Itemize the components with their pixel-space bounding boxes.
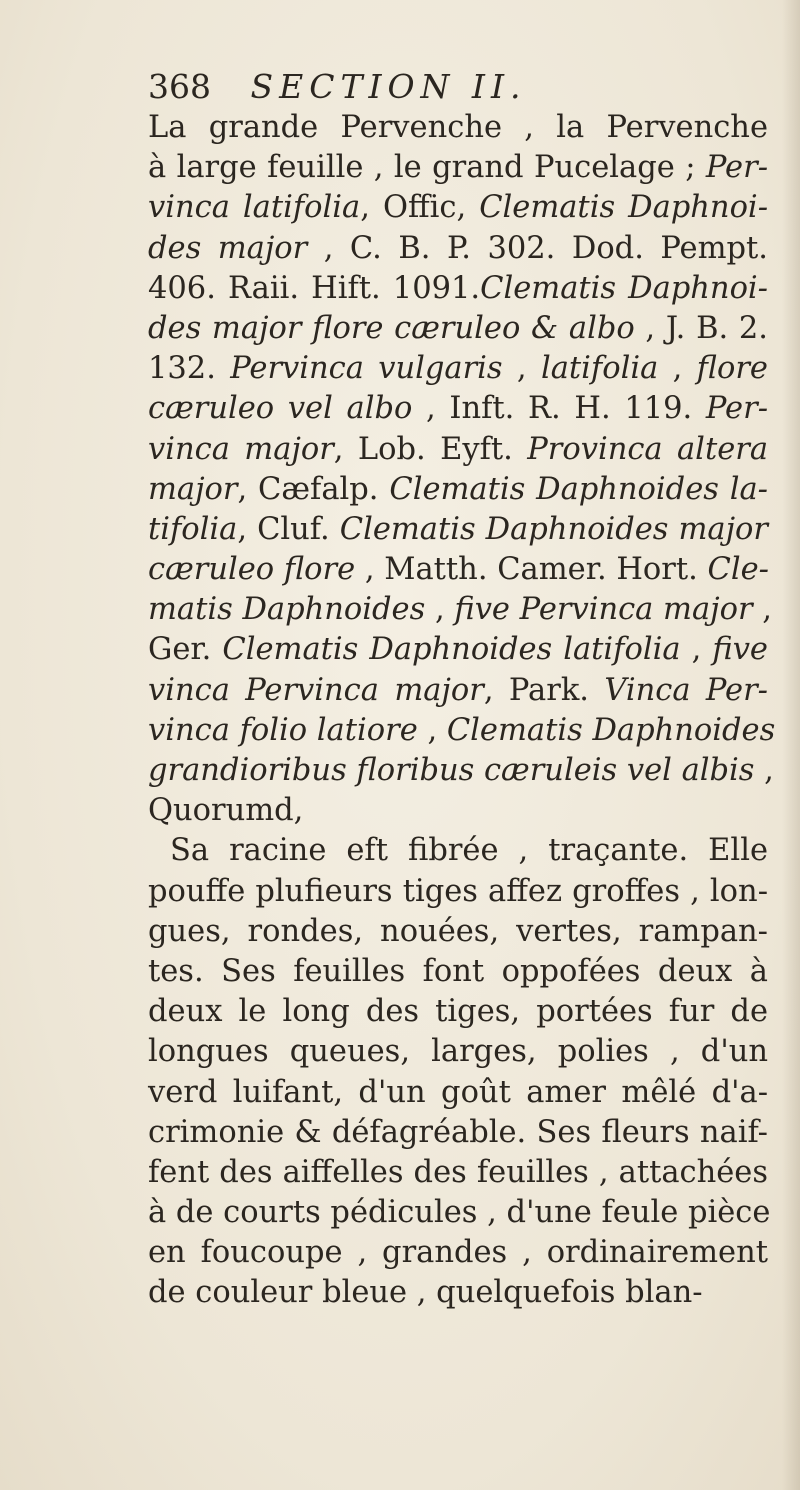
- italic-segment: Per-: [705, 150, 768, 186]
- text-line: [148, 430, 768, 470]
- text-line: [148, 148, 768, 188]
- text-line: [148, 269, 768, 309]
- text-segment: ,: [680, 632, 713, 668]
- text-line: [148, 751, 774, 791]
- italic-segment: major: [148, 471, 238, 507]
- body-text: [148, 108, 776, 1314]
- text-segment: ,: [425, 592, 455, 628]
- text-line: [148, 952, 768, 992]
- page-number: 368: [148, 67, 211, 106]
- text-line: [148, 630, 768, 670]
- text-line: [148, 349, 768, 389]
- italic-segment: Pervinca vulgaris: [230, 351, 503, 387]
- italic-segment: latifolia: [540, 351, 659, 387]
- text-line: [148, 309, 768, 349]
- text-line: [148, 1153, 768, 1193]
- text-segment: ,: [752, 592, 772, 628]
- text-line: [148, 188, 768, 228]
- text-line: [148, 229, 768, 269]
- text-line: [148, 912, 768, 952]
- text-line: [148, 1113, 768, 1153]
- text-line: [148, 550, 768, 590]
- text-segment: , Inft. R. H. 119.: [412, 391, 706, 427]
- text-segment: ,: [754, 753, 774, 788]
- text-line: [148, 1273, 768, 1313]
- italic-segment: Cle-: [707, 552, 769, 588]
- text-segment: 406. Raii. Hift. 1091.: [148, 270, 481, 306]
- text-segment: , Park.: [483, 672, 605, 708]
- text-segment: , Matth. Camer. Hort.: [355, 552, 708, 588]
- text-line: [148, 671, 768, 711]
- text-segment: ,: [417, 712, 447, 748]
- italic-segment: Clematis Daphnoides la-: [389, 471, 768, 507]
- text-line: [148, 791, 768, 831]
- text-line: [148, 389, 768, 429]
- italic-segment: Provinca altera: [527, 431, 769, 467]
- italic-segment: Per-: [705, 391, 768, 427]
- text-segment: deux le long des tiges, portées fur de: [148, 994, 768, 1030]
- text-line: [148, 1193, 771, 1233]
- text-segment: Sa racine eft fibrée , traçante. Elle: [170, 833, 768, 869]
- italic-segment: Clematis Daphnoi-: [480, 270, 768, 306]
- text-line: [148, 1032, 768, 1072]
- italic-segment: Clematis Daphnoides latifolia: [222, 632, 681, 668]
- italic-segment: five Pervinca major: [454, 592, 753, 628]
- text-segment: ,: [502, 351, 541, 387]
- italic-segment: vinca latifolia: [148, 190, 361, 226]
- text-segment: verd luifant, d'un goût amer mêlé d'a-: [148, 1074, 768, 1110]
- text-line: [148, 1073, 768, 1113]
- text-line: [148, 831, 768, 871]
- text-segment: 132.: [148, 351, 231, 387]
- text-segment: à large feuille , le grand Pucelage ;: [148, 150, 706, 186]
- italic-segment: Clematis Daphnoides major: [339, 511, 768, 547]
- text-line: [148, 470, 768, 510]
- page-header: [148, 62, 768, 112]
- running-title: SECTION II.: [250, 67, 527, 106]
- text-line: [148, 1233, 768, 1273]
- italic-segment: vinca Pervinca major: [148, 672, 484, 708]
- text-segment: , Lob. Eyft.: [333, 431, 528, 467]
- text-line: [148, 590, 772, 630]
- italic-segment: des major: [148, 230, 308, 266]
- italic-segment: Clematis Daphnoides: [446, 712, 776, 748]
- text-line: [148, 992, 768, 1032]
- italic-segment: grandioribus floribus cæruleis vel albis: [148, 753, 755, 788]
- italic-segment: cæruleo vel albo: [148, 391, 413, 427]
- text-line: [148, 872, 768, 912]
- italic-segment: tifolia: [148, 511, 238, 547]
- text-line: [148, 711, 776, 751]
- italic-segment: matis Daphnoides: [148, 592, 426, 628]
- text-segment: La grande Pervenche , la Pervenche: [148, 110, 768, 145]
- text-segment: ,: [658, 351, 697, 387]
- italic-segment: cæruleo flore: [148, 552, 356, 588]
- italic-segment: Clematis Daphnoi-: [479, 190, 768, 226]
- text-segment: crimonie & défagréable. Ses fleurs naif-: [148, 1114, 768, 1150]
- italic-segment: flore: [696, 351, 768, 387]
- italic-segment: des major flore cæruleo & albo: [148, 310, 635, 346]
- text-line: [148, 510, 768, 550]
- text-segment: gues, rondes, nouées, vertes, rampan-: [148, 913, 768, 949]
- text-segment: longues queues, larges, polies , d'un: [148, 1034, 768, 1070]
- text-segment: en foucoupe , grandes , ordinairement: [148, 1235, 768, 1271]
- text-segment: pouffe plufieurs tiges affez groffes , lon-: [148, 873, 768, 909]
- text-segment: de couleur bleue , quelquefois blan-: [148, 1275, 703, 1311]
- text-segment: tes. Ses feuilles font oppofées deux à: [148, 953, 768, 989]
- italic-segment: vinca major: [148, 431, 334, 467]
- text-segment: à de courts pédicules , d'une feule pièce: [148, 1195, 771, 1231]
- text-segment: fent des aiffelles des feuilles , attachées: [148, 1154, 768, 1190]
- text-line: [148, 108, 768, 148]
- text-segment: Quorumd,: [148, 793, 304, 829]
- text-segment: , Offic,: [360, 190, 480, 226]
- text-segment: Ger.: [148, 632, 223, 668]
- text-segment: , C. B. P. 302. Dod. Pempt.: [307, 230, 768, 266]
- text-segment: , Cluf.: [237, 511, 340, 547]
- text-segment: , Cæfalp.: [237, 471, 390, 507]
- text-segment: , J. B. 2.: [634, 310, 768, 346]
- italic-segment: Vinca Per-: [604, 672, 768, 708]
- italic-segment: five: [712, 632, 768, 668]
- italic-segment: vinca folio latiore: [148, 712, 418, 748]
